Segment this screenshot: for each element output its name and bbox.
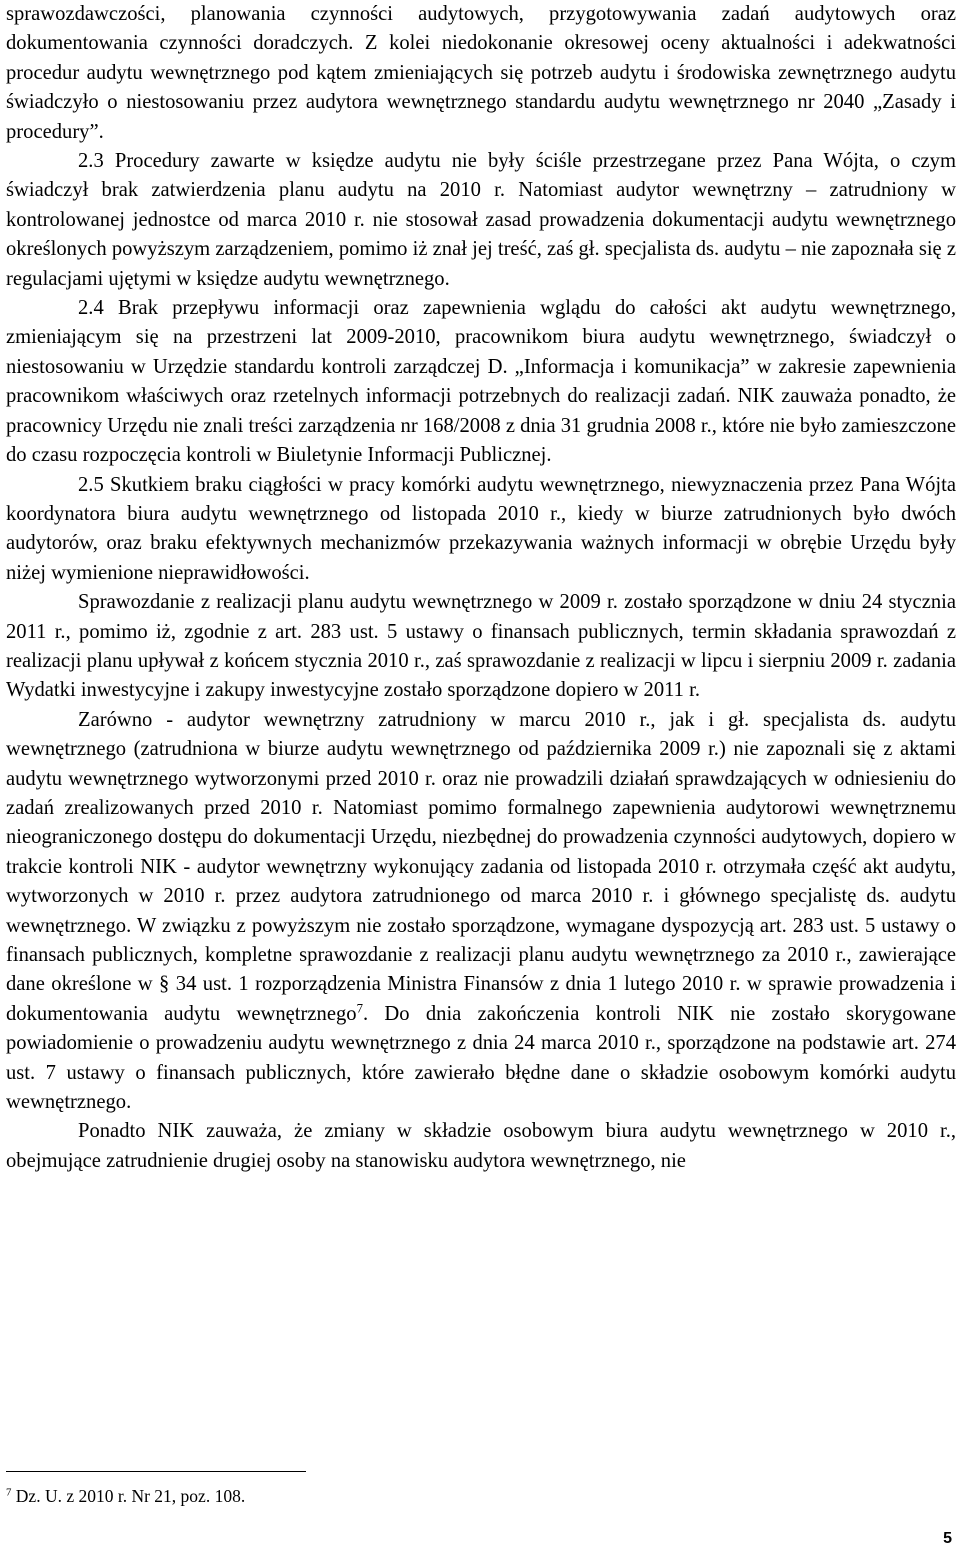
paragraph-text: sprawozdawczości, planowania czynności audytowych, przygotowywania zadań audytowych oraz dokumentowania czynności doradczych. Z kolei niedokonanie okresowej oceny aktualności i adekwatności procedur audytu wewnętrznego pod kątem zmieniających się potrzeb audytu i środowiska zewnętrznego audytu świadczyło o niestosowaniu przez audytora wewnętrznego standardu audytu wewnętrznego nr 2040 „Zasady i procedury”. (6, 3, 956, 143)
paragraph-text: Brak przepływu informacji oraz zapewnienia wglądu do całości akt audytu wewnętrznego, zmieniającym się na przestrzeni lat 2009-2010, pracownikom biura audytu wewnętrznego, świadczył o niestosowaniu w Urzędzie standardu kontroli zarządczej D. „Informacja i komunikacja” w zakresie zapewnienia pracownikom właściwych oraz rzetelnych informacji potrzebnych do realizacji zadań. NIK zauważa ponadto, że pracownicy Urzędu nie znali treści zarządzenia nr 168/2008 z dnia 31 grudnia 2008 r., które nie było zamieszczone do czasu rozpoczęcia kontroli w Biuletynie Informacji Publicznej. (6, 297, 956, 467)
paragraph-section-2-4 (6, 294, 956, 470)
section-number: 2.3 (78, 150, 104, 173)
paragraph-staff-changes (6, 1117, 956, 1176)
paragraph-text: Ponadto NIK zauważa, że zmiany w składzie osobowym biura audytu wewnętrznego w 2010 r., obejmujące zatrudnienie drugiej osoby na stanowisku audytora wewnętrznego, nie (6, 1120, 956, 1172)
page-number: 5 (943, 1530, 952, 1547)
footnote (6, 1485, 245, 1507)
footnote-reference: 7 (356, 1001, 363, 1016)
paragraph-section-2-3 (6, 147, 956, 294)
paragraph-section-2-5 (6, 471, 956, 589)
section-number: 2.5 (78, 473, 104, 496)
paragraph-continuation (6, 0, 956, 147)
paragraph-report-2009 (6, 588, 956, 706)
section-number: 2.4 (78, 297, 104, 320)
footnote-text: Dz. U. z 2010 r. Nr 21, poz. 108. (11, 1486, 246, 1506)
footnote-marker: 7 (6, 1486, 12, 1499)
footnote-separator (6, 1471, 306, 1472)
paragraph-text: Sprawozdanie z realizacji planu audytu wewnętrznego w 2009 r. zostało sporządzone w dniu 24 stycznia 2011 r., pomimo iż, zgodnie z art. 283 ust. 5 ustawy o finansach publicznych, termin składania sprawozdań z realizacji planu upływał z końcem stycznia 2010 r., zaś sprawozdanie z realizacji w lipcu i sierpniu 2009 r. zadania Wydatki inwestycyjne i zakupy inwestycyjne zostało sporządzone dopiero w 2011 r. (6, 591, 956, 702)
paragraph-text: Procedury zawarte w księdze audytu nie były ściśle przestrzegane przez Pana Wójta, o czym świadczył brak zatwierdzenia planu audytu na 2010 r. Natomiast audytor wewnętrzny – zatrudniony w kontrolowanej jednostce od marca 2010 r. nie stosował zasad prowadzenia dokumentacji audytu wewnętrznego określonych powyższym zarządzeniem, pomimo iż znał jej treść, zaś gł. specjalista ds. audytu – nie zapoznała się z regulacjami ujętymi w księdze audytu wewnętrznego. (6, 150, 956, 290)
paragraph-text: Zarówno - audytor wewnętrzny zatrudniony w marcu 2010 r., jak i gł. specjalista ds. audytu wewnętrznego (zatrudniona w biurze audytu wewnętrznego od października 2009 r.) nie zapoznali się z aktami audytu wewnętrznego wytworzonymi przed 2010 r. oraz nie prowadzili działań sprawdzających w odniesieniu do zadań zrealizowanych przed 2010 r. Natomiast pomimo formalnego zapewnienia audytorowi wewnętrznemu nieograniczonego dostępu do dokumentacji Urzędu, niezbędnej do prowadzenia czynności audytowych, dopiero w trakcie kontroli NIK - audytor wewnętrzny wykonujący zadania od listopada 2010 r. otrzymała część akt audytu, wytworzonych w 2010 r. przez audytora zatrudnionego od marca 2010 r. i głównego specjalistę ds. audytu wewnętrznego. W związku z powyższym nie zostało sporządzone, wymagane dyspozycją art. 283 ust. 5 ustawy o finansach publicznych, kompletne sprawozdanie z realizacji planu audytu wewnętrznego za 2010 r., zawierające dane określone w § 34 ust. 1 rozporządzenia Ministra Finansów z dnia 1 lutego 2010 r. w sprawie prowadzenia i dokumentowania audytu wewnętrznego (6, 708, 956, 1025)
paragraph-text: Skutkiem braku ciągłości w pracy komórki audytu wewnętrznego, niewyznaczenia przez Pana Wójta koordynatora biura audytu wewnętrznego od listopada 2010 r., kiedy w biurze zatrudnionych było dwóch audytorów, oraz braku efektywnych mechanizmów przekazywania ważnych informacji w obrębie Urzędu były niżej wymienione nieprawidłowości. (6, 473, 956, 584)
document-page (6, 0, 956, 1176)
paragraph-auditor-records (6, 706, 956, 1118)
paragraph-text-after-footnote: . Do dnia zakończenia kontroli NIK nie zostało skorygowane powiadomienie o prowadzeniu audytu wewnętrznego z dnia 24 marca 2010 r., sporządzone na podstawie art. 274 ust. 7 ustawy o finansach publicznych, które zawierało błędne dane o składzie osobowym komórki audytu wewnętrznego. (6, 1002, 956, 1114)
